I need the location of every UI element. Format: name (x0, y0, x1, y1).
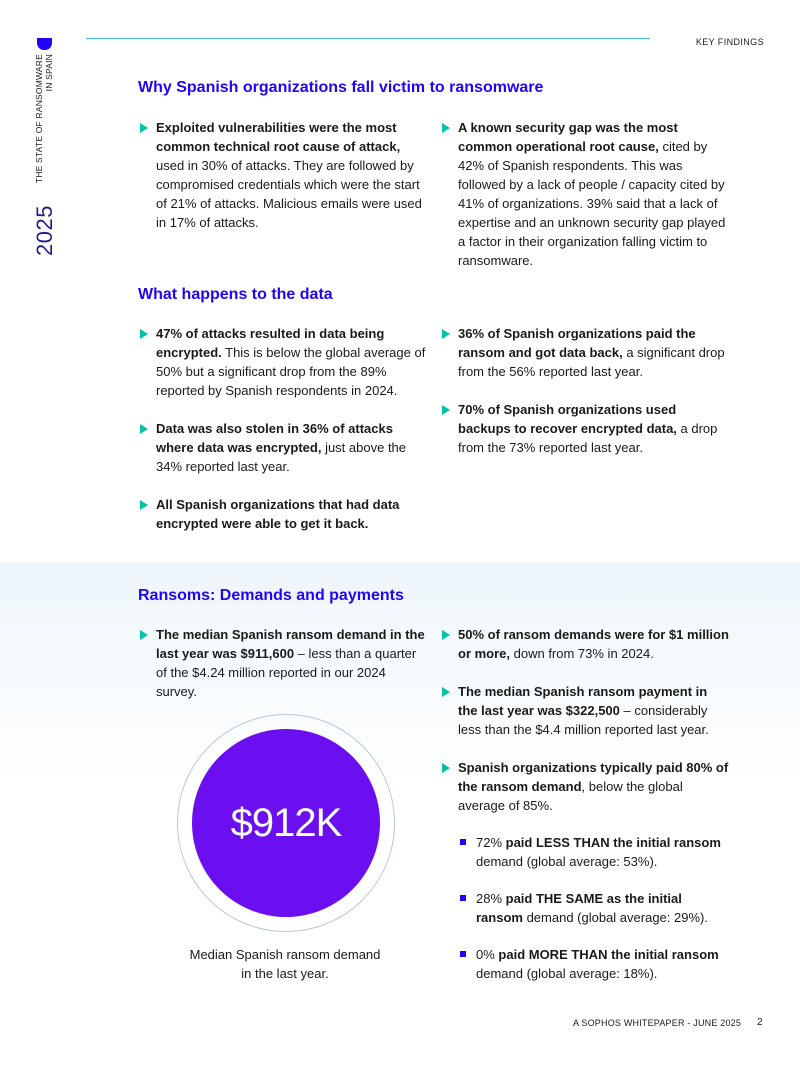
bullet-item (138, 625, 428, 701)
bullet-arrow-icon (140, 329, 148, 339)
sub-bold: paid THE SAME as the initial ransom (476, 891, 682, 925)
bullet-bold: Data was also stolen in 36% of attacks where data was encrypted, (156, 421, 393, 455)
section1-right-column (440, 118, 730, 289)
bullet-arrow-icon (442, 763, 450, 773)
footer-publication: A SOPHOS WHITEPAPER - JUNE 2025 (573, 1018, 742, 1028)
bullet-bold: The median Spanish ransom demand in the last year was $911,600 (156, 627, 425, 661)
section2-right-column (440, 324, 730, 476)
bullet-item (440, 682, 730, 739)
sub-bold: paid LESS THAN the initial ransom (505, 835, 721, 850)
bullet-bold: Spanish organizations typically paid 80% of the ransom demand (458, 760, 729, 794)
bullet-bold: All Spanish organizations that had data encrypted were able to get it back. (156, 497, 400, 531)
page-number: 2 (757, 1017, 763, 1028)
section3-right-column (440, 625, 730, 1001)
bullet-item (440, 118, 730, 270)
section2-left-column (138, 324, 428, 552)
bullet-item (138, 419, 428, 476)
bullet-text: a significant drop from the 56% reported last year. (458, 345, 725, 379)
header-rule (86, 38, 650, 39)
stat-circle-caption: Median Spanish ransom demand in the last year. (189, 947, 381, 981)
bullet-text: , below the global average of 85%. (458, 779, 683, 813)
square-bullet-icon (460, 839, 466, 845)
bullet-item (440, 324, 730, 381)
bullet-bold: 50% of ransom demands were for $1 million or more, (458, 627, 729, 661)
section-label: KEY FINDINGS (695, 37, 764, 47)
bullet-text: This is below the global average of 50% but a significant drop from the 89% reported by Spanish respondents in 2024. (156, 345, 426, 398)
sub-text: demand (global average: 29%). (522, 910, 708, 925)
sub-bold: paid MORE THAN the initial ransom (498, 947, 719, 962)
bullet-item (440, 400, 730, 457)
sub-list-item (458, 833, 730, 871)
stat-circle-value: $912K (230, 800, 342, 845)
bullet-item (138, 495, 428, 533)
bullet-text: a drop from the 73% reported last year. (458, 421, 718, 455)
side-title-line2: IN SPAIN (44, 54, 54, 92)
sub-list (440, 833, 730, 983)
side-year: 2025 (32, 205, 57, 256)
bullet-text: just above the 34% reported last year. (156, 440, 407, 474)
bullet-bold: Exploited vulnerabilities were the most common technical root cause of attack, (156, 120, 401, 154)
bullet-arrow-icon (140, 123, 148, 133)
section-title-data: What happens to the data (138, 286, 333, 303)
sub-list-item (458, 945, 730, 983)
bullet-item (138, 324, 428, 400)
section1-left-column (138, 118, 428, 251)
side-report-title (34, 54, 54, 190)
bullet-text: down from 73% in 2024. (510, 646, 654, 661)
bullet-text: used in 30% of attacks. They are followed by compromised credentials which were the start of 21% of attacks. Malicious emails were used in 17% of attacks. (156, 158, 422, 230)
square-bullet-icon (460, 895, 466, 901)
bullet-arrow-icon (442, 329, 450, 339)
bullet-bold: 36% of Spanish organizations paid the ransom and got data back, (458, 326, 696, 360)
bullet-arrow-icon (140, 630, 148, 640)
section-title-why-victim: Why Spanish organizations fall victim to ransomware (138, 79, 544, 96)
bullet-arrow-icon (140, 500, 148, 510)
stat-circle (192, 729, 380, 917)
bookmark-badge (37, 38, 52, 50)
bullet-bold: The median Spanish ransom payment in the last year was $322,500 (458, 684, 708, 718)
side-title-line1: THE STATE OF RANSOMWARE (34, 54, 44, 184)
bullet-arrow-icon (140, 424, 148, 434)
section-title-ransoms: Ransoms: Demands and payments (138, 587, 404, 604)
sub-text: demand (global average: 53%). (476, 854, 658, 869)
bullet-bold: 47% of attacks resulted in data being encrypted. (156, 326, 385, 360)
sub-list-item (458, 889, 730, 927)
sub-text: demand (global average: 18%). (476, 966, 658, 981)
bullet-text: – less than a quarter of the $4.24 million reported in our 2024 survey. (156, 646, 417, 699)
bullet-arrow-icon (442, 123, 450, 133)
bullet-item (440, 758, 730, 815)
sub-pre: 28% (476, 891, 506, 906)
bullet-item (440, 625, 730, 663)
bullet-item (138, 118, 428, 232)
bullet-bold: A known security gap was the most common operational root cause, (458, 120, 678, 154)
bullet-text: – considerably less than the $4.4 million reported last year. (458, 703, 709, 737)
section3-left-column (138, 625, 428, 720)
bullet-arrow-icon (442, 405, 450, 415)
bullet-arrow-icon (442, 630, 450, 640)
bullet-bold: 70% of Spanish organizations used backups to recover encrypted data, (458, 402, 677, 436)
sub-pre: 72% (476, 835, 506, 850)
sub-pre: 0% (476, 947, 499, 962)
bullet-arrow-icon (442, 687, 450, 697)
square-bullet-icon (460, 951, 466, 957)
bullet-text: cited by 42% of Spanish respondents. This was followed by a lack of people / capacity cited by 41% of organizations. 39% said that a lack of expertise and an unknown security gap played a factor in their organization falling victim to ransomware. (458, 139, 726, 268)
